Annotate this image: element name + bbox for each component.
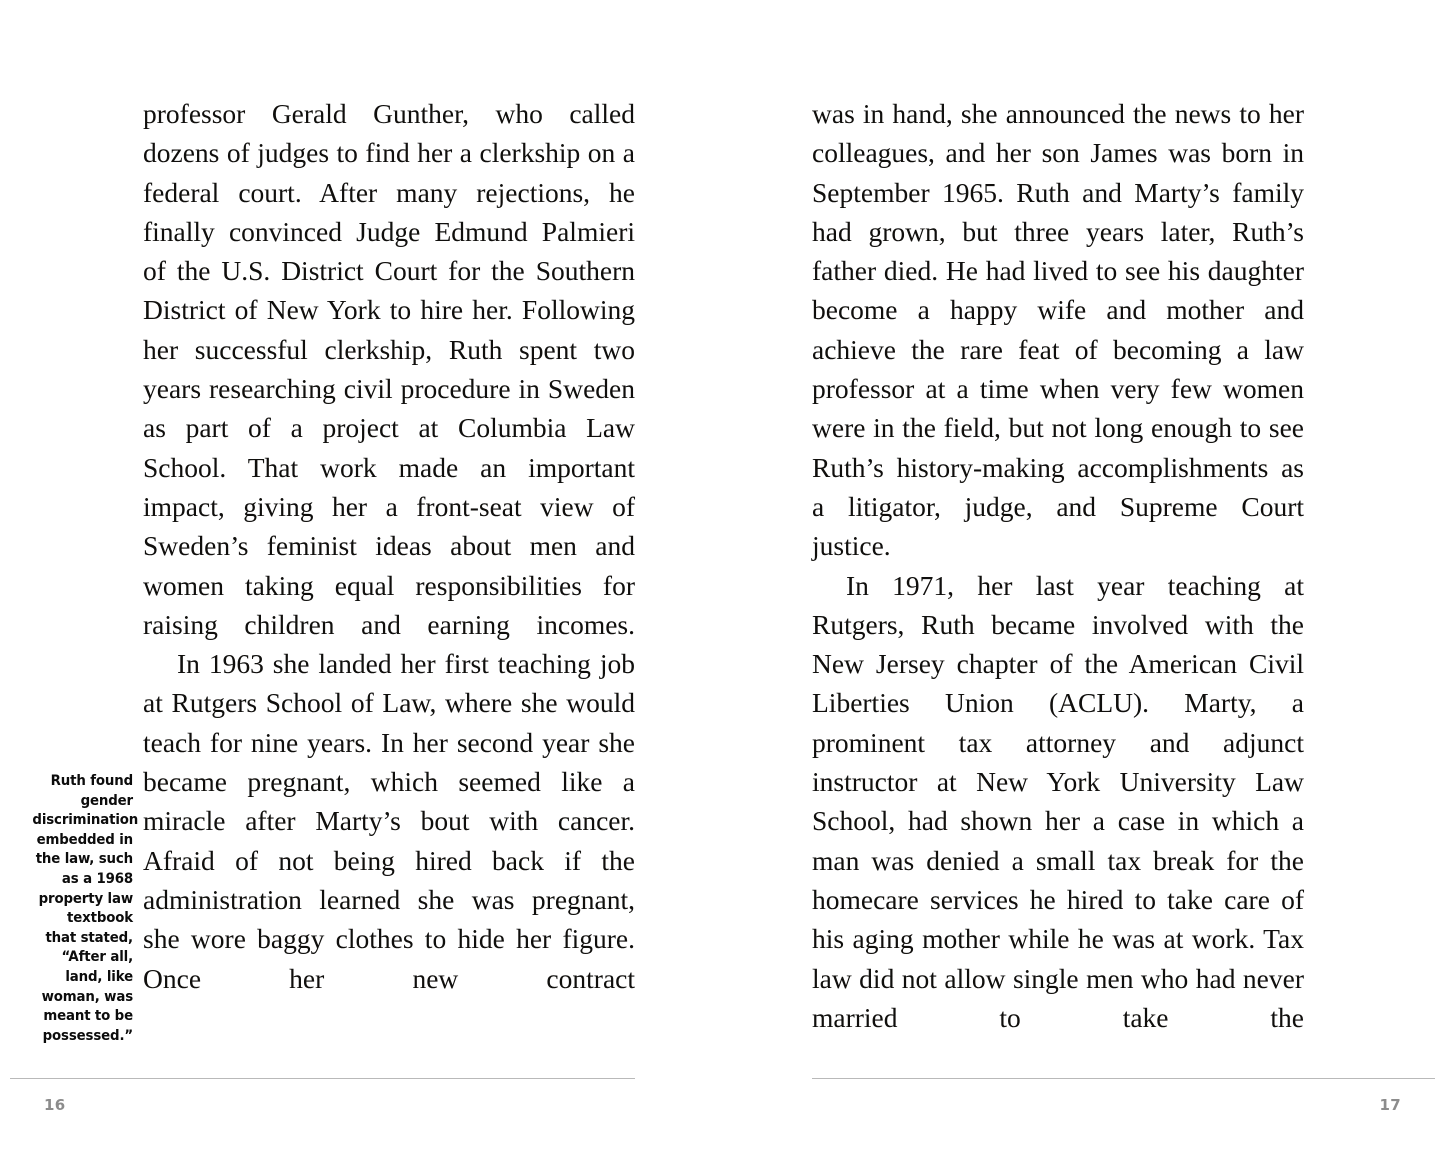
paragraph-1971-aclu: In 1971, her last year teaching at Rutgers, Ruth became involved with the New Jersey chapter of the American Civil Liberties Union (ACLU). Marty, a prominent tax attorney and adjunct instructor at New York University Law School, had shown her a case in which a man was denied a small tax break for the homecare services he hired to take care of his aging mother while he was at work. Tax law did not allow single men who had never married to take the xyxy=(812,569,1304,1033)
page-right xyxy=(723,0,1445,1174)
paragraph-continuation: professor Gerald Gunther, who called dozens of judges to find her a clerkship on a federal court. After many rejections, he finally convinced Judge Edmund Palmieri of the U.S. District Court for the Southern District of New York to hire her. Following her successful clerkship, Ruth spent two years researching civil procedure in Sweden as part of a project at Columbia Law School. That work made an important impact, giving her a front-seat view of Sweden’s feminist ideas about men and women taking equal responsibilities for raising children and earning incomes. xyxy=(143,98,635,640)
body-column-left xyxy=(143,94,635,998)
page-number-left: 16 xyxy=(44,1096,66,1114)
page-number-right: 17 xyxy=(1379,1096,1401,1114)
footer-rule-left xyxy=(10,1078,635,1079)
margin-note-sidebar: Ruth found gender discrimination embedded in the law, such as a 1968 property law textbook that stated, “After all, land, like woman, was meant to be possessed.” xyxy=(32,773,139,1044)
footer-rule-right xyxy=(812,1078,1436,1079)
body-column-right xyxy=(812,94,1304,1037)
paragraph-1963-rutgers: In 1963 she landed her first teaching job at Rutgers School of Law, where she would teach for nine years. In her second year she became pregnant, which seemed like a miracle after Marty’s bout with cancer. Afraid of not being hired back if the administration learned she was pregnant, she wore baggy clothes to hide her figure. Once her new contract xyxy=(143,648,635,994)
paragraph-continuation: was in hand, she announced the news to her colleagues, and her son James was born in September 1965. Ruth and Marty’s family had grown, but three years later, Ruth’s father died. He had lived to see his daughter become a happy wife and mother and achieve the rare feat of becoming a law professor at a time when very few women were in the field, but not long enough to see Ruth’s history-making accomplishments as a litigator, judge, and Supreme Court justice. xyxy=(812,98,1304,562)
